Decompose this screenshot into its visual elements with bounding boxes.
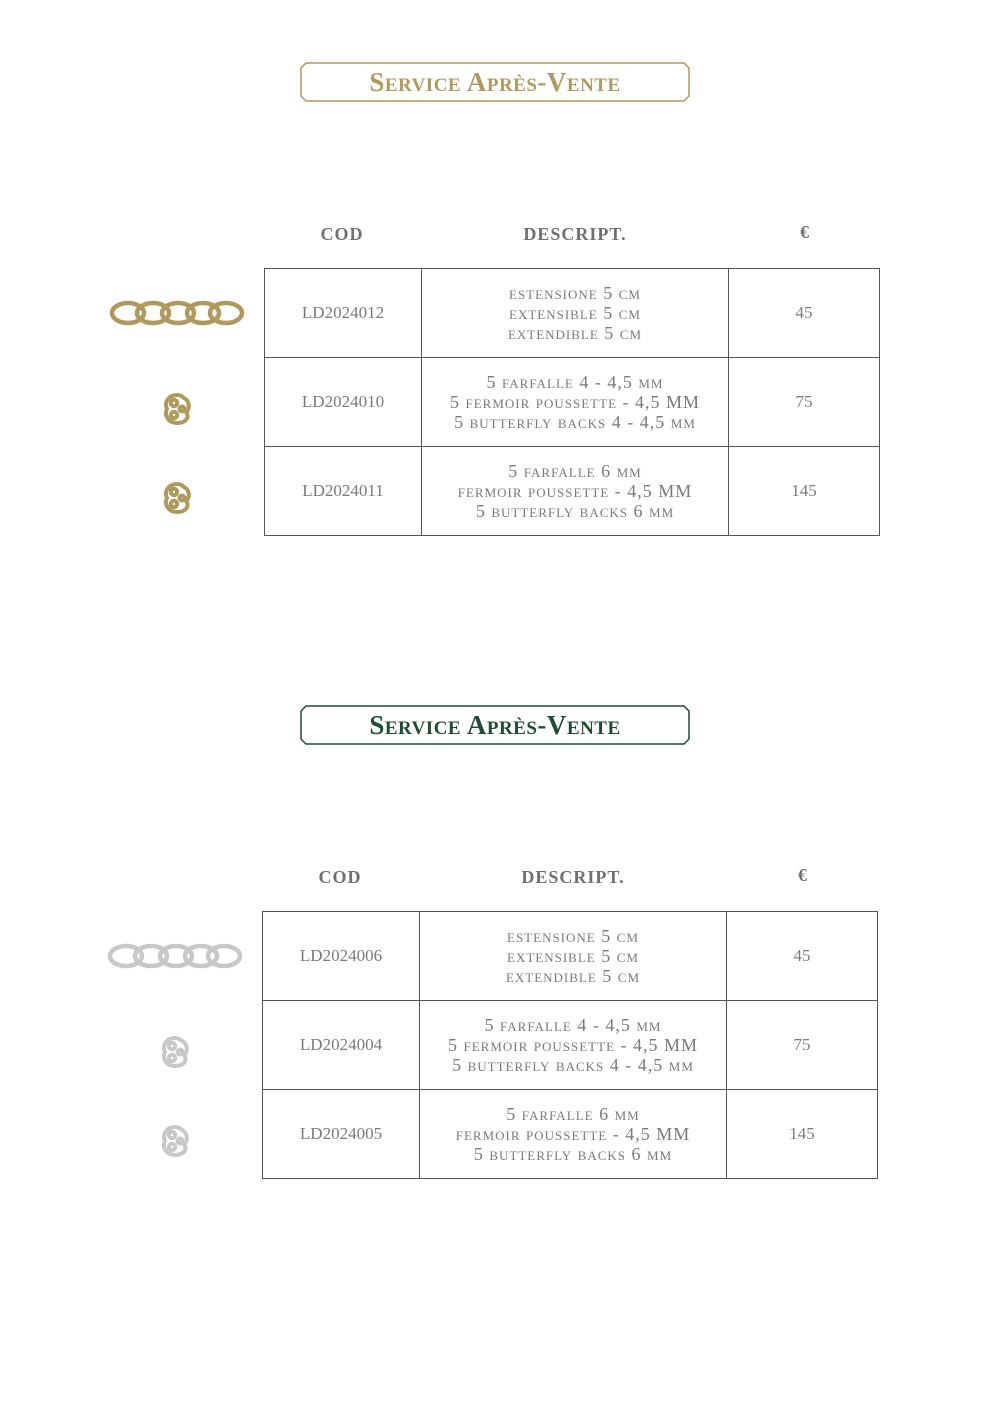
section-title-box [300, 62, 690, 102]
cod-cell: LD2024011 [265, 447, 422, 536]
desc-line-fr: extensible 5 cm [507, 946, 639, 966]
price-table [264, 268, 880, 536]
desc-line-en: extendible 5 cm [505, 966, 641, 986]
section-title: Service Après-Vente [369, 709, 621, 740]
desc-line-en: extendible 5 cm [507, 323, 643, 343]
desc-cell [420, 1090, 727, 1179]
silver-chain-extension-icon [106, 941, 244, 971]
table-row [263, 1090, 878, 1179]
desc-line-fr: 5 fermoir poussette - 4,5 MM [449, 392, 701, 412]
table-row [263, 1001, 878, 1090]
desc-line-en: 5 butterfly backs 4 - 4,5 mm [454, 412, 696, 432]
desc-line-fr: fermoir poussette - 4,5 MM [457, 481, 693, 501]
desc-line-it: estensione 5 cm [507, 926, 639, 946]
cod-cell: LD2024012 [265, 269, 422, 358]
price-cell: 145 [727, 1090, 878, 1179]
cod-cell: LD2024006 [263, 912, 420, 1001]
header-price: € [798, 865, 808, 885]
desc-line-en: 5 butterfly backs 6 mm [473, 1144, 673, 1164]
desc-line-en: 5 butterfly backs 6 mm [475, 501, 675, 521]
table-row [265, 358, 880, 447]
silver-butterfly-back-icon [158, 1123, 192, 1159]
section-title: Service Après-Vente [369, 66, 621, 97]
section-title-box [300, 705, 690, 745]
header-descript: DESCRIPT. [521, 867, 625, 887]
price-cell: 75 [729, 358, 880, 447]
desc-cell [422, 269, 729, 358]
price-cell: 45 [729, 269, 880, 358]
cod-cell: LD2024004 [263, 1001, 420, 1090]
silver-butterfly-back-icon [158, 1034, 192, 1070]
desc-cell [422, 358, 729, 447]
desc-line-it: 5 farfalle 6 mm [506, 1104, 640, 1124]
header-price: € [800, 222, 810, 242]
desc-line-it: 5 farfalle 4 - 4,5 mm [486, 372, 664, 392]
desc-line-fr: fermoir poussette - 4,5 MM [455, 1124, 691, 1144]
cod-cell: LD2024005 [263, 1090, 420, 1179]
table-row [265, 447, 880, 536]
price-cell: 45 [727, 912, 878, 1001]
gold-chain-extension-icon [108, 298, 246, 328]
desc-cell [420, 912, 727, 1001]
desc-line-fr: extensible 5 cm [509, 303, 641, 323]
header-cod: COD [320, 224, 364, 244]
header-cod: COD [318, 867, 362, 887]
price-table [262, 911, 878, 1179]
desc-line-en: 5 butterfly backs 4 - 4,5 mm [452, 1055, 694, 1075]
desc-cell [422, 447, 729, 536]
desc-cell [420, 1001, 727, 1090]
desc-line-fr: 5 fermoir poussette - 4,5 MM [447, 1035, 699, 1055]
table-row [265, 269, 880, 358]
cod-cell: LD2024010 [265, 358, 422, 447]
price-cell: 145 [729, 447, 880, 536]
desc-line-it: 5 farfalle 4 - 4,5 mm [484, 1015, 662, 1035]
desc-line-it: estensione 5 cm [509, 283, 641, 303]
gold-butterfly-back-icon [160, 480, 194, 516]
desc-line-it: 5 farfalle 6 mm [508, 461, 642, 481]
price-cell: 75 [727, 1001, 878, 1090]
table-row [263, 912, 878, 1001]
header-descript: DESCRIPT. [523, 224, 627, 244]
gold-butterfly-back-icon [160, 391, 194, 427]
